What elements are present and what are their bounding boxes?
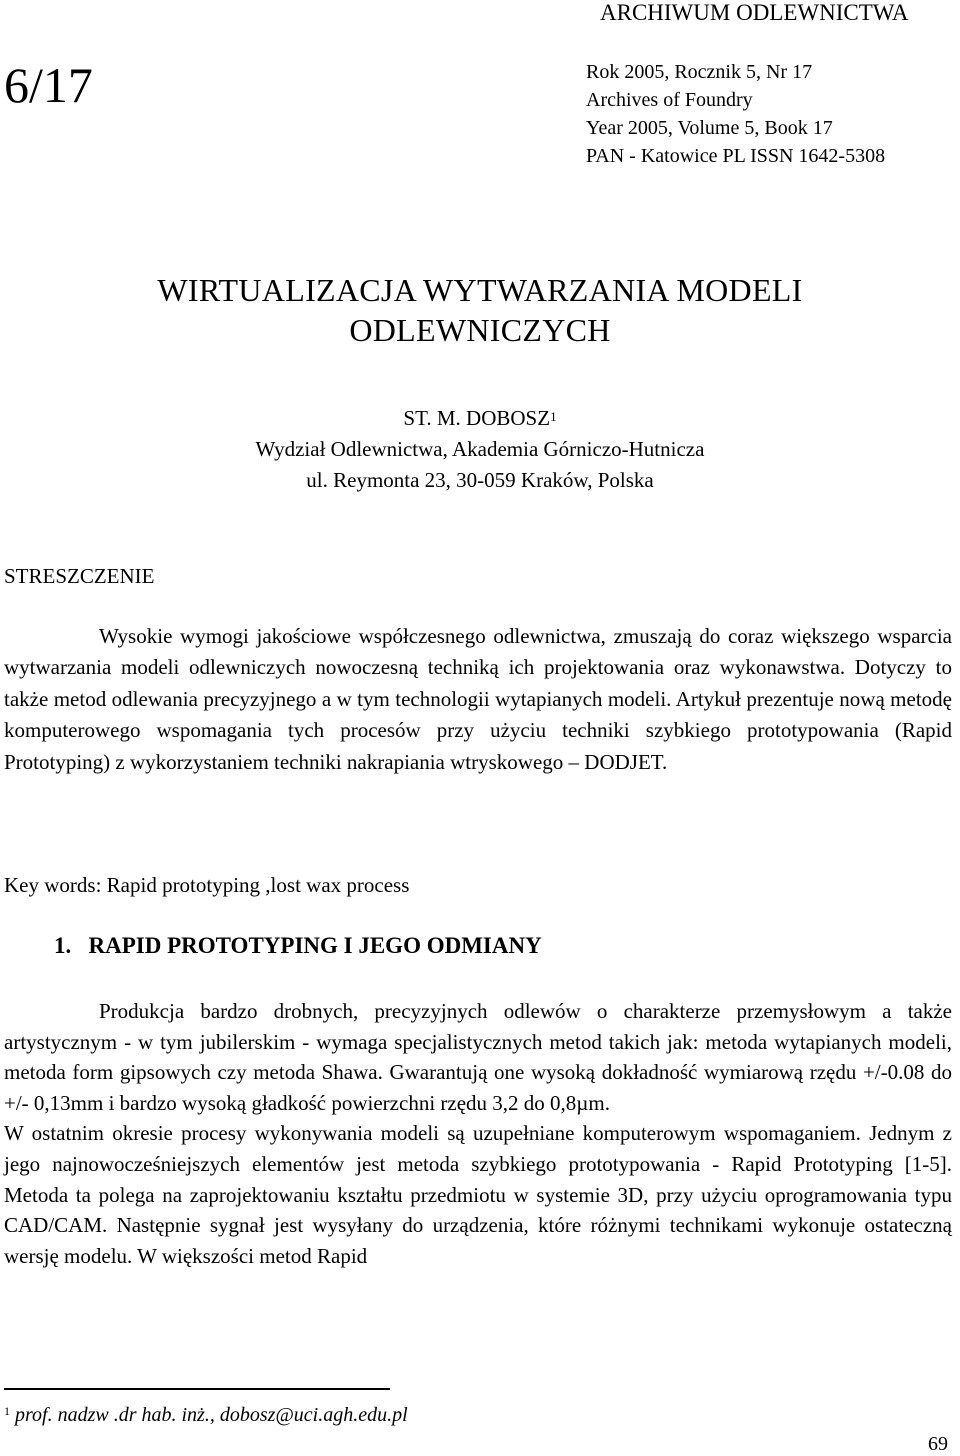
body-paragraph-text: Produkcja bardzo drobnych, precyzyjnych odlewów o charakterze przemysłowym a także artystycznym - w tym jubilerskim - wymaga specjalistycznych metod takich jak: metoda wytapianych modeli, metoda form gipsowych czy metoda Shawa. Gwarantują one wysoką dokładność wymiarową rzędu +/-0.08 do +/- 0,13mm i bardzo wysoką gładkość powierzchni rzędu 3,2 do 0,8µm. bbox=[4, 999, 952, 1115]
abstract-paragraph bbox=[4, 621, 952, 778]
journal-info-line: Year 2005, Volume 5, Book 17 bbox=[586, 117, 833, 139]
abstract-heading: STRESZCZENIE bbox=[4, 564, 155, 588]
body-paragraph: W ostatnim okresie procesy wykonywania modeli są uzupełniane komputerowym wspomaganiem. Jednym z jego najnowocześniejszych elementów jest metoda szybkiego prototypowania - Rapid Prototyping [1-5]. Metoda ta polega na zaprojektowaniu kształtu przedmiotu w systemie 3D, przy użyciu oprogramowania typu CAD/CAM. Następnie sygnał jest wysyłany do urządzenia, które różnymi technikami wykonuje ostateczną wersję modelu. W większości metod Rapid bbox=[4, 1121, 952, 1268]
footnote bbox=[4, 1404, 408, 1427]
journal-info bbox=[586, 58, 885, 170]
footnote-text: prof. nadzw .dr hab. inż., dobosz@uci.agh.edu.pl bbox=[10, 1404, 408, 1426]
body-text bbox=[4, 996, 952, 1271]
author-footnote-mark: 1 bbox=[550, 409, 557, 424]
section-title: RAPID PROTOTYPING I JEGO ODMIANY bbox=[88, 933, 542, 958]
paper-title-line: ODLEWNICZYCH bbox=[349, 312, 611, 348]
author-block bbox=[0, 403, 960, 496]
journal-info-line: Rok 2005, Rocznik 5, Nr 17 bbox=[586, 61, 813, 83]
footnote-separator bbox=[4, 1388, 390, 1390]
page-number: 69 bbox=[928, 1433, 948, 1455]
section-number: 1. bbox=[54, 933, 72, 958]
author-address: ul. Reymonta 23, 30-059 Kraków, Polska bbox=[306, 468, 654, 492]
paper-title-line: WIRTUALIZACJA WYTWARZANIA MODELI bbox=[157, 272, 803, 308]
journal-name: ARCHIWUM ODLEWNICTWA bbox=[600, 0, 909, 25]
article-code: 6/17 bbox=[4, 57, 93, 113]
body-paragraph bbox=[4, 996, 952, 1118]
footnote-mark: 1 bbox=[4, 1404, 10, 1418]
abstract-text: Wysokie wymogi jakościowe współczesnego odlewnictwa, zmuszają do coraz większego wsparcia wytwarzania modeli odlewniczych nowoczesną techniką ich projektowania oraz wykonawstwa. Dotyczy to także metod odlewania precyzyjnego a w tym technologii wytapianych modeli. Artykuł prezentuje nową metodę komputerowego wspomagania tych procesów przy użyciu techniki szybkiego prototypowania (Rapid Prototyping) z wykorzystaniem techniki nakrapiania wtryskowego – DODJET. bbox=[4, 624, 952, 774]
author-name-line bbox=[0, 403, 960, 434]
keywords: Key words: Rapid prototyping ,lost wax process bbox=[4, 873, 410, 897]
author-name: ST. M. DOBOSZ bbox=[403, 406, 551, 430]
author-affiliation: Wydział Odlewnictwa, Akademia Górniczo-Hutnicza bbox=[255, 437, 705, 461]
journal-info-line: Archives of Foundry bbox=[586, 89, 753, 111]
paper-title bbox=[0, 270, 960, 350]
section-heading bbox=[54, 933, 542, 959]
journal-info-line: PAN - Katowice PL ISSN 1642-5308 bbox=[586, 145, 886, 167]
